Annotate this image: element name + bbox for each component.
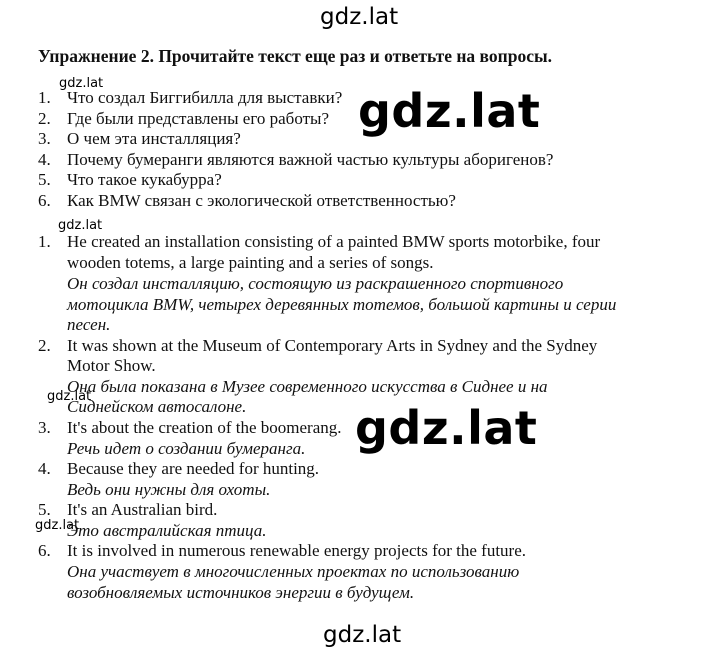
watermark-bottom: gdz.lat (323, 622, 402, 648)
exercise-title: Упражнение 2. Прочитайте текст еще раз и ответьте на вопросы. (38, 46, 552, 66)
question-text: Что создал Биггибилла для выставки? (67, 88, 343, 107)
question-text: О чем эта инсталляция? (67, 129, 241, 148)
answer-number: 4. (38, 459, 51, 478)
answer-number: 2. (38, 336, 51, 355)
answer-ru-line: песен. (67, 315, 111, 334)
answer-ru-line: Ведь они нужны для охоты. (67, 480, 271, 499)
question-text: Что такое кукабурра? (67, 170, 222, 189)
question-item (38, 191, 456, 211)
answer-item (38, 232, 600, 252)
question-number: 2. (38, 109, 51, 128)
watermark-top: gdz.lat (320, 4, 399, 30)
question-item (38, 150, 553, 170)
question-number: 6. (38, 191, 51, 210)
answer-ru-line: Она участвует в многочисленных проектах по использованию (67, 562, 520, 581)
answer-ru-line: Он создал инсталляцию, состоящую из раскрашенного спортивного (67, 274, 564, 293)
question-text: Где были представлены его работы? (67, 109, 330, 128)
answer-ru-line: мотоцикла BMW, четырех деревянных тотемов, большой картины и серии (67, 295, 617, 314)
answer-en-line: It is involved in numerous renewable energy projects for the future. (67, 541, 527, 560)
answer-item (38, 336, 597, 356)
answer-number: 6. (38, 541, 51, 560)
answer-ru-line: Сиднейском автосалоне. (67, 397, 247, 416)
answer-ru-line: Это австралийская птица. (67, 521, 267, 540)
answer-en-line: It was shown at the Museum of Contemporary Arts in Sydney and the Sydney (67, 336, 598, 355)
question-text: Почему бумеранги являются важной частью культуры аборигенов? (67, 150, 554, 169)
question-number: 5. (38, 170, 51, 189)
answer-item (38, 500, 217, 520)
watermark-small-4: gdz.lat (35, 518, 80, 533)
question-number: 4. (38, 150, 51, 169)
watermark-small-3: gdz.lat (47, 389, 92, 404)
answer-en-line: It's about the creation of the boomerang. (67, 418, 342, 437)
answer-en-line: Because they are needed for hunting. (67, 459, 320, 478)
question-item (38, 170, 222, 190)
question-item (38, 88, 342, 108)
watermark-small-2: gdz.lat (58, 218, 103, 233)
answer-number: 5. (38, 500, 51, 519)
answer-number: 3. (38, 418, 51, 437)
watermark-large-2: gdz.lat (355, 401, 538, 455)
answer-ru-line: Она была показана в Музее современного искусства в Сиднее и на (67, 377, 548, 396)
answer-en-line: It's an Australian bird. (67, 500, 218, 519)
question-text: Как BMW связан с экологической ответственностью? (67, 191, 456, 210)
answer-en-line: wooden totems, a large painting and a series of songs. (67, 253, 434, 272)
watermark-large-1: gdz.lat (358, 84, 541, 138)
question-number: 1. (38, 88, 51, 107)
answer-item (38, 418, 342, 438)
answer-en-line: He created an installation consisting of a painted BMW sports motorbike, four (67, 232, 601, 251)
question-number: 3. (38, 129, 51, 148)
question-item (38, 129, 241, 149)
answer-number: 1. (38, 232, 51, 251)
answer-item (38, 541, 526, 561)
question-item (38, 109, 329, 129)
answer-item (38, 459, 319, 479)
watermark-small-1: gdz.lat (59, 76, 104, 91)
answer-en-line: Motor Show. (67, 356, 156, 375)
answer-ru-line: Речь идет о создании бумеранга. (67, 439, 306, 458)
answer-ru-line: возобновляемых источников энергии в будущем. (67, 583, 415, 602)
